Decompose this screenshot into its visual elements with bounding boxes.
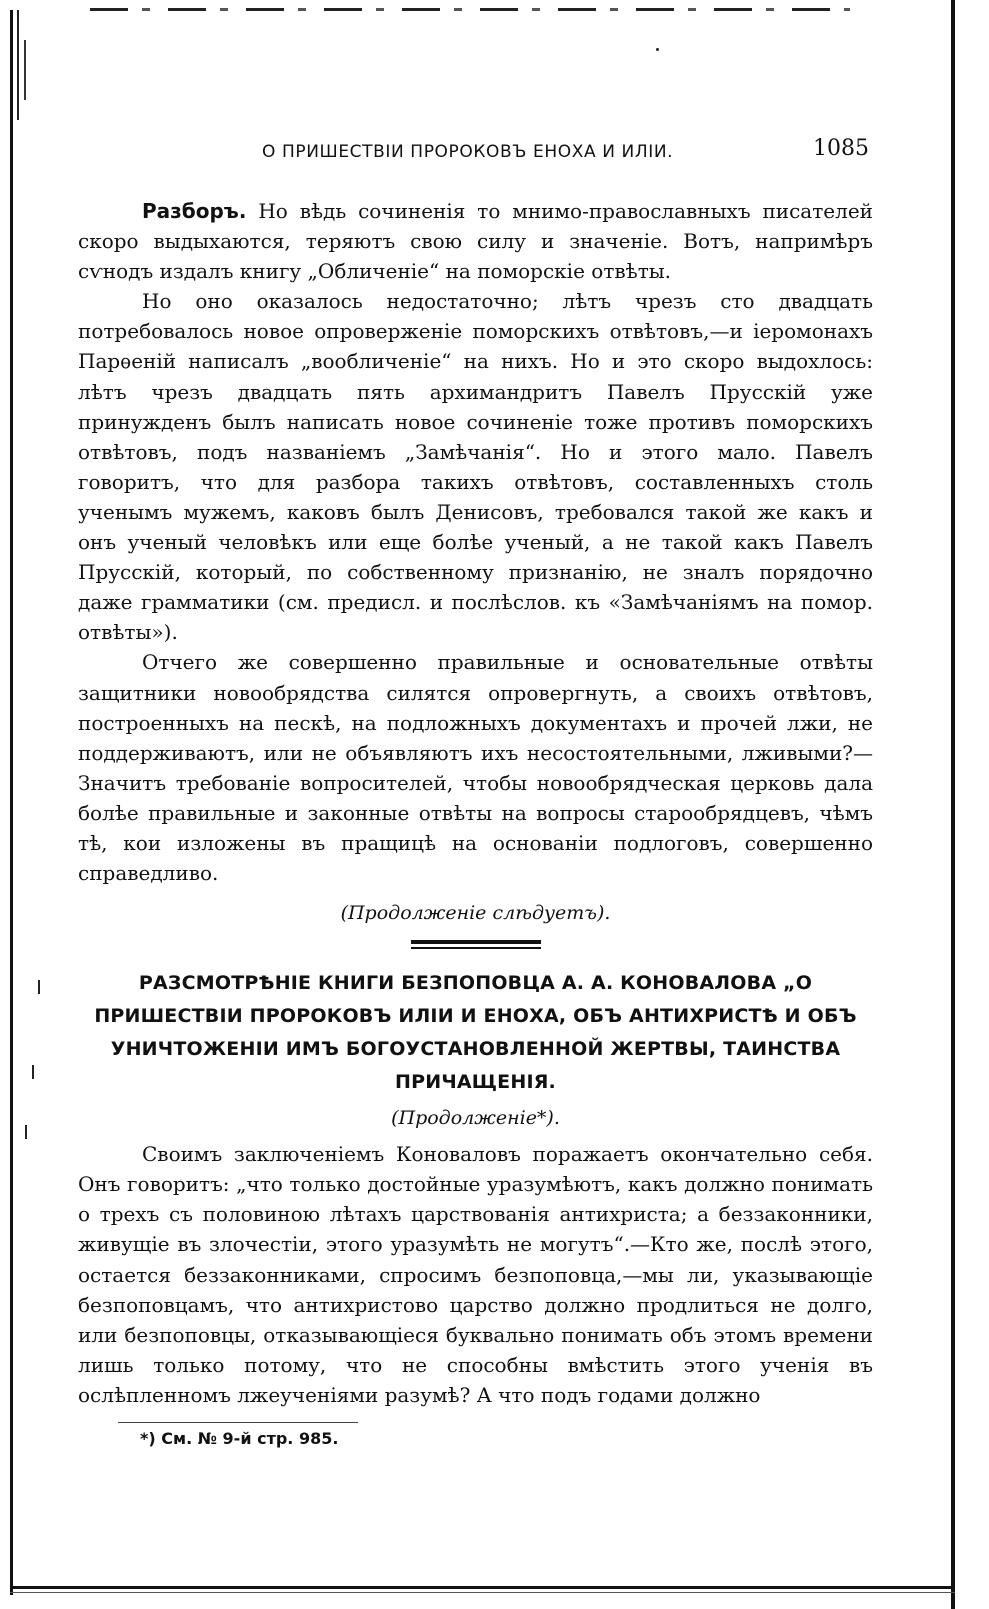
scan-edge-left [10,10,13,1595]
page-body [78,196,873,1448]
continuation-note: (Продолженіе слѣдуетъ). [340,902,611,925]
page-header [78,132,873,172]
scan-speck [38,980,40,994]
article-subtitle: (Продолженіе*). [391,1107,560,1130]
section-divider [411,940,541,949]
scan-speck [656,48,659,51]
scan-speck [32,1065,34,1079]
paragraph: Отчего же совершенно правильные и основательные отвѣты защитники новообрядства силятся опровергнуть, а своихъ отвѣтовъ, построенныхъ на пескѣ, на подложныхъ документахъ и прочей лжи, не поддерживаютъ, или не объявляютъ ихъ несостоятельными, лживыми?—Значитъ требованіе вопросителей, чтобы новообрядческая церковь дала болѣе правильные и законные отвѣты на вопросы старообрядцевъ, чѣмъ тѣ, кои изложены въ пращицѣ на основаніи подлоговъ, совершенно справедливо. [78,650,873,886]
footnote-rule [118,1422,358,1423]
footnote: *) См. № 9-й стр. 985. [140,1429,339,1448]
scan-edge-left-inner [17,10,19,120]
scan-edge-top [90,8,850,11]
page-number: 1085 [813,136,869,161]
paragraph-lead: Разборъ. [142,199,247,223]
scan-edge-bottom [10,1586,955,1589]
paragraph: Но оно оказалось недостаточно; лѣтъ чрезъ сто двадцать потребовалось новое опроверженіе поморскихъ отвѣтовъ,—и іеромонахъ Парѳеній написалъ „вообличеніе“ на нихъ. Но и это скоро выдохлось: лѣтъ чрезъ двадцать пять архимандритъ Павелъ Прусскій уже принужденъ былъ написать новое сочиненіе тоже противъ поморскихъ отвѣтовъ, подъ названіемъ „Замѣчанія“. Но и этого мало. Павелъ говоритъ, что для разбора такихъ отвѣтовъ, составленныхъ столь ученымъ мужемъ, каковъ былъ Денисовъ, требовался такой же какъ и онъ ученый человѣкъ или еще болѣе ученый, а не такой какъ Павелъ Прусскій, который, по собственному признанію, не зналъ порядочно даже грамматики (см. предисл. и послѣслов. къ «Замѣчаніямъ на помор. отвѣты»). [78,289,873,645]
scan-edge-right [951,0,955,1609]
scan-edge-bottom [10,1592,955,1593]
article-title: РАЗСМОТРѢНІЕ КНИГИ БЕЗПОПОВЦА А. А. КОНОВАЛОВА „О ПРИШЕСТВІИ ПРОРОКОВЪ ИЛІИ И ЕНОХА, ОБЪ АНТИХРИСТѢ И ОБЪ УНИЧТОЖЕНІИ ИМЪ БОГОУСТАНОВЛЕННОЙ ЖЕРТВЫ, ТАИНСТВА ПРИЧАЩЕНІЯ. [94,972,857,1094]
paragraph-text: Но вѣдь сочиненія то мнимо-православныхъ писателей скоро выдыхаются, теряютъ свою силу и значеніе. Вотъ, напримѣръ сѵнодъ издалъ книгу „Обличеніе“ на поморскіе отвѣты. [78,199,873,284]
scan-edge-left-inner [24,40,26,100]
paragraph: Своимъ заключеніемъ Коноваловъ поражаетъ окончательно себя. Онъ говоритъ: „что только достойные уразумѣютъ, какъ должно понимать о трехъ съ половиною лѣтахъ царствованія антихриста; а беззаконники, живущіе въ злочестіи, этого уразумѣть не могутъ“.—Кто же, послѣ этого, остается беззаконниками, спросимъ безпоповца,—мы ли, указывающіе безпоповцамъ, что антихристово царство должно продлиться не долго, или безпоповцы, отказывающіеся буквально понимать объ этомъ времени лишь только потому, что не способны вмѣстить этого ученія въ ослѣпленномъ лжеученіями разумѣ? А что подъ годами должно [78,1142,873,1407]
scan-speck [25,1125,27,1139]
running-head: О ПРИШЕСТВІИ ПРОРОКОВЪ ЕНОХА И ИЛІИ. [262,142,674,162]
paragraph [78,196,873,286]
